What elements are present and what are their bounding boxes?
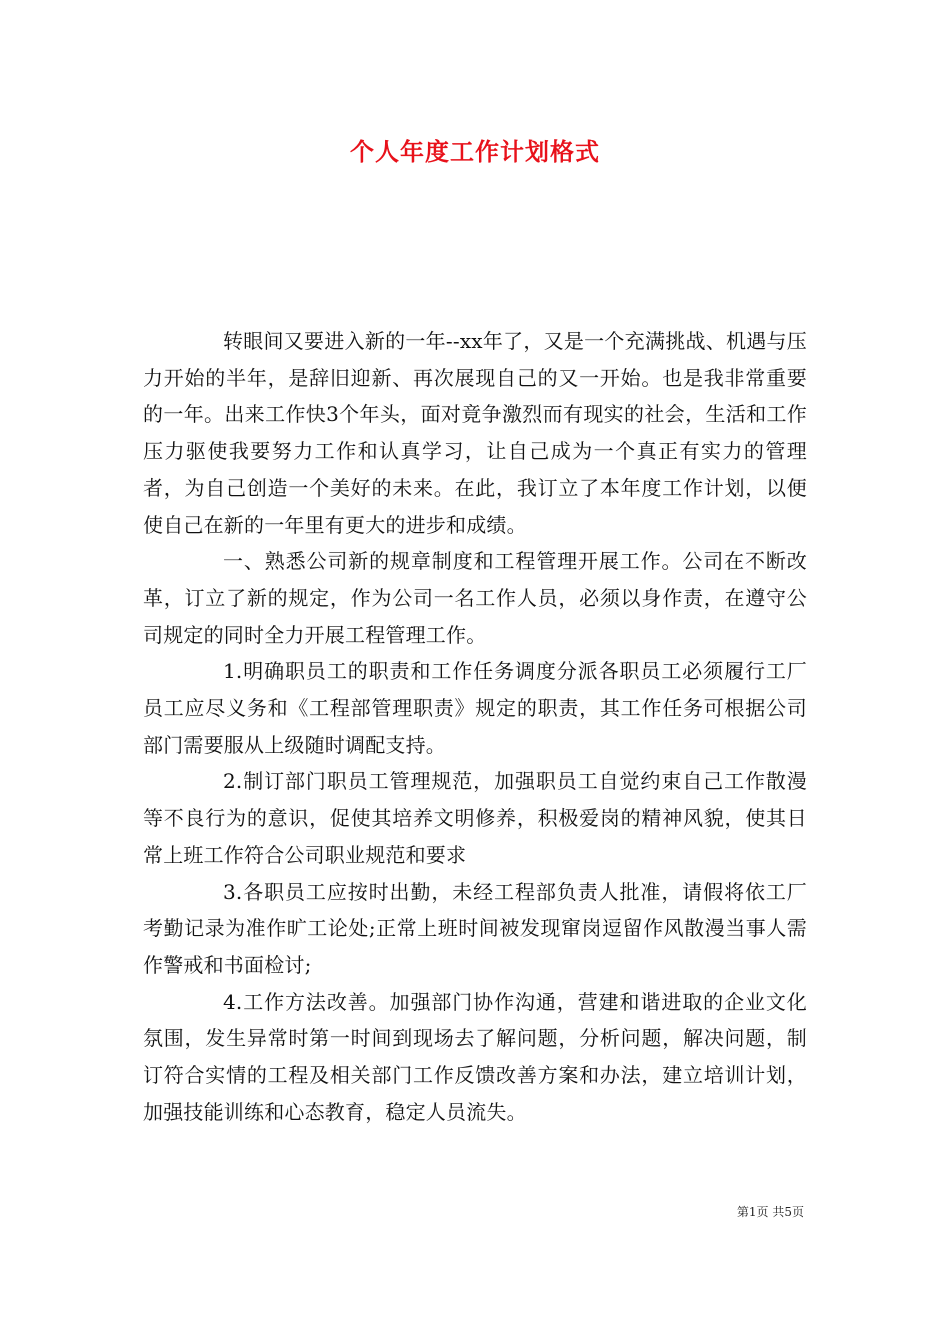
paragraph-item-2: 2.制订部门职员工管理规范，加强职员工自觉约束自己工作散漫等不良行为的意识，促使其培养文明修养，积极爱岗的精神风貌，使其日常上班工作符合公司职业规范和要求 xyxy=(143,769,807,867)
paragraph-item-4: 4.工作方法改善。加强部门协作沟通，营建和谐进取的企业文化氛围，发生异常时第一时间到现场去了解问题，分析问题，解决问题，制订符合实情的工程及相关部门工作反馈改善方案和办法，建立培训计划，加强技能训练和心态教育，稳定人员流失。 xyxy=(143,989,807,1124)
paragraph-section-1: 一、熟悉公司新的规章制度和工程管理开展工作。公司在不断改革，订立了新的规定，作为公司一名工作人员，必须以身作责，在遵守公司规定的同时全力开展工程管理工作。 xyxy=(143,549,807,647)
document-body xyxy=(143,323,807,1130)
page-number-footer: 第1页 共5页 xyxy=(736,1205,804,1219)
paragraph-item-1: 1.明确职员工的职责和工作任务调度分派各职员工必须履行工厂员工应尽义务和《工程部管理职责》规定的职责，其工作任务可根据公司部门需要服从上级随时调配支持。 xyxy=(143,659,807,757)
document-title: 个人年度工作计划格式 xyxy=(350,137,600,166)
paragraph-item-3: 3.各职员工应按时出勤，未经工程部负责人批准，请假将依工厂考勤记录为准作旷工论处;正常上班时间被发现窜岗逗留作风散漫当事人需作警戒和书面检讨; xyxy=(143,879,807,977)
paragraph-intro: 转眼间又要进入新的一年--xx年了，又是一个充满挑战、机遇与压力开始的半年，是辞旧迎新、再次展现自己的又一开始。也是我非常重要的一年。出来工作快3个年头，面对竟争激烈而有现实的社会，生活和工作压力驱使我要努力工作和认真学习，让自己成为一个真正有实力的管理者，为自己创造一个美好的未来。在此，我订立了本年度工作计划，以便使自己在新的一年里有更大的进步和成绩。 xyxy=(143,329,807,537)
